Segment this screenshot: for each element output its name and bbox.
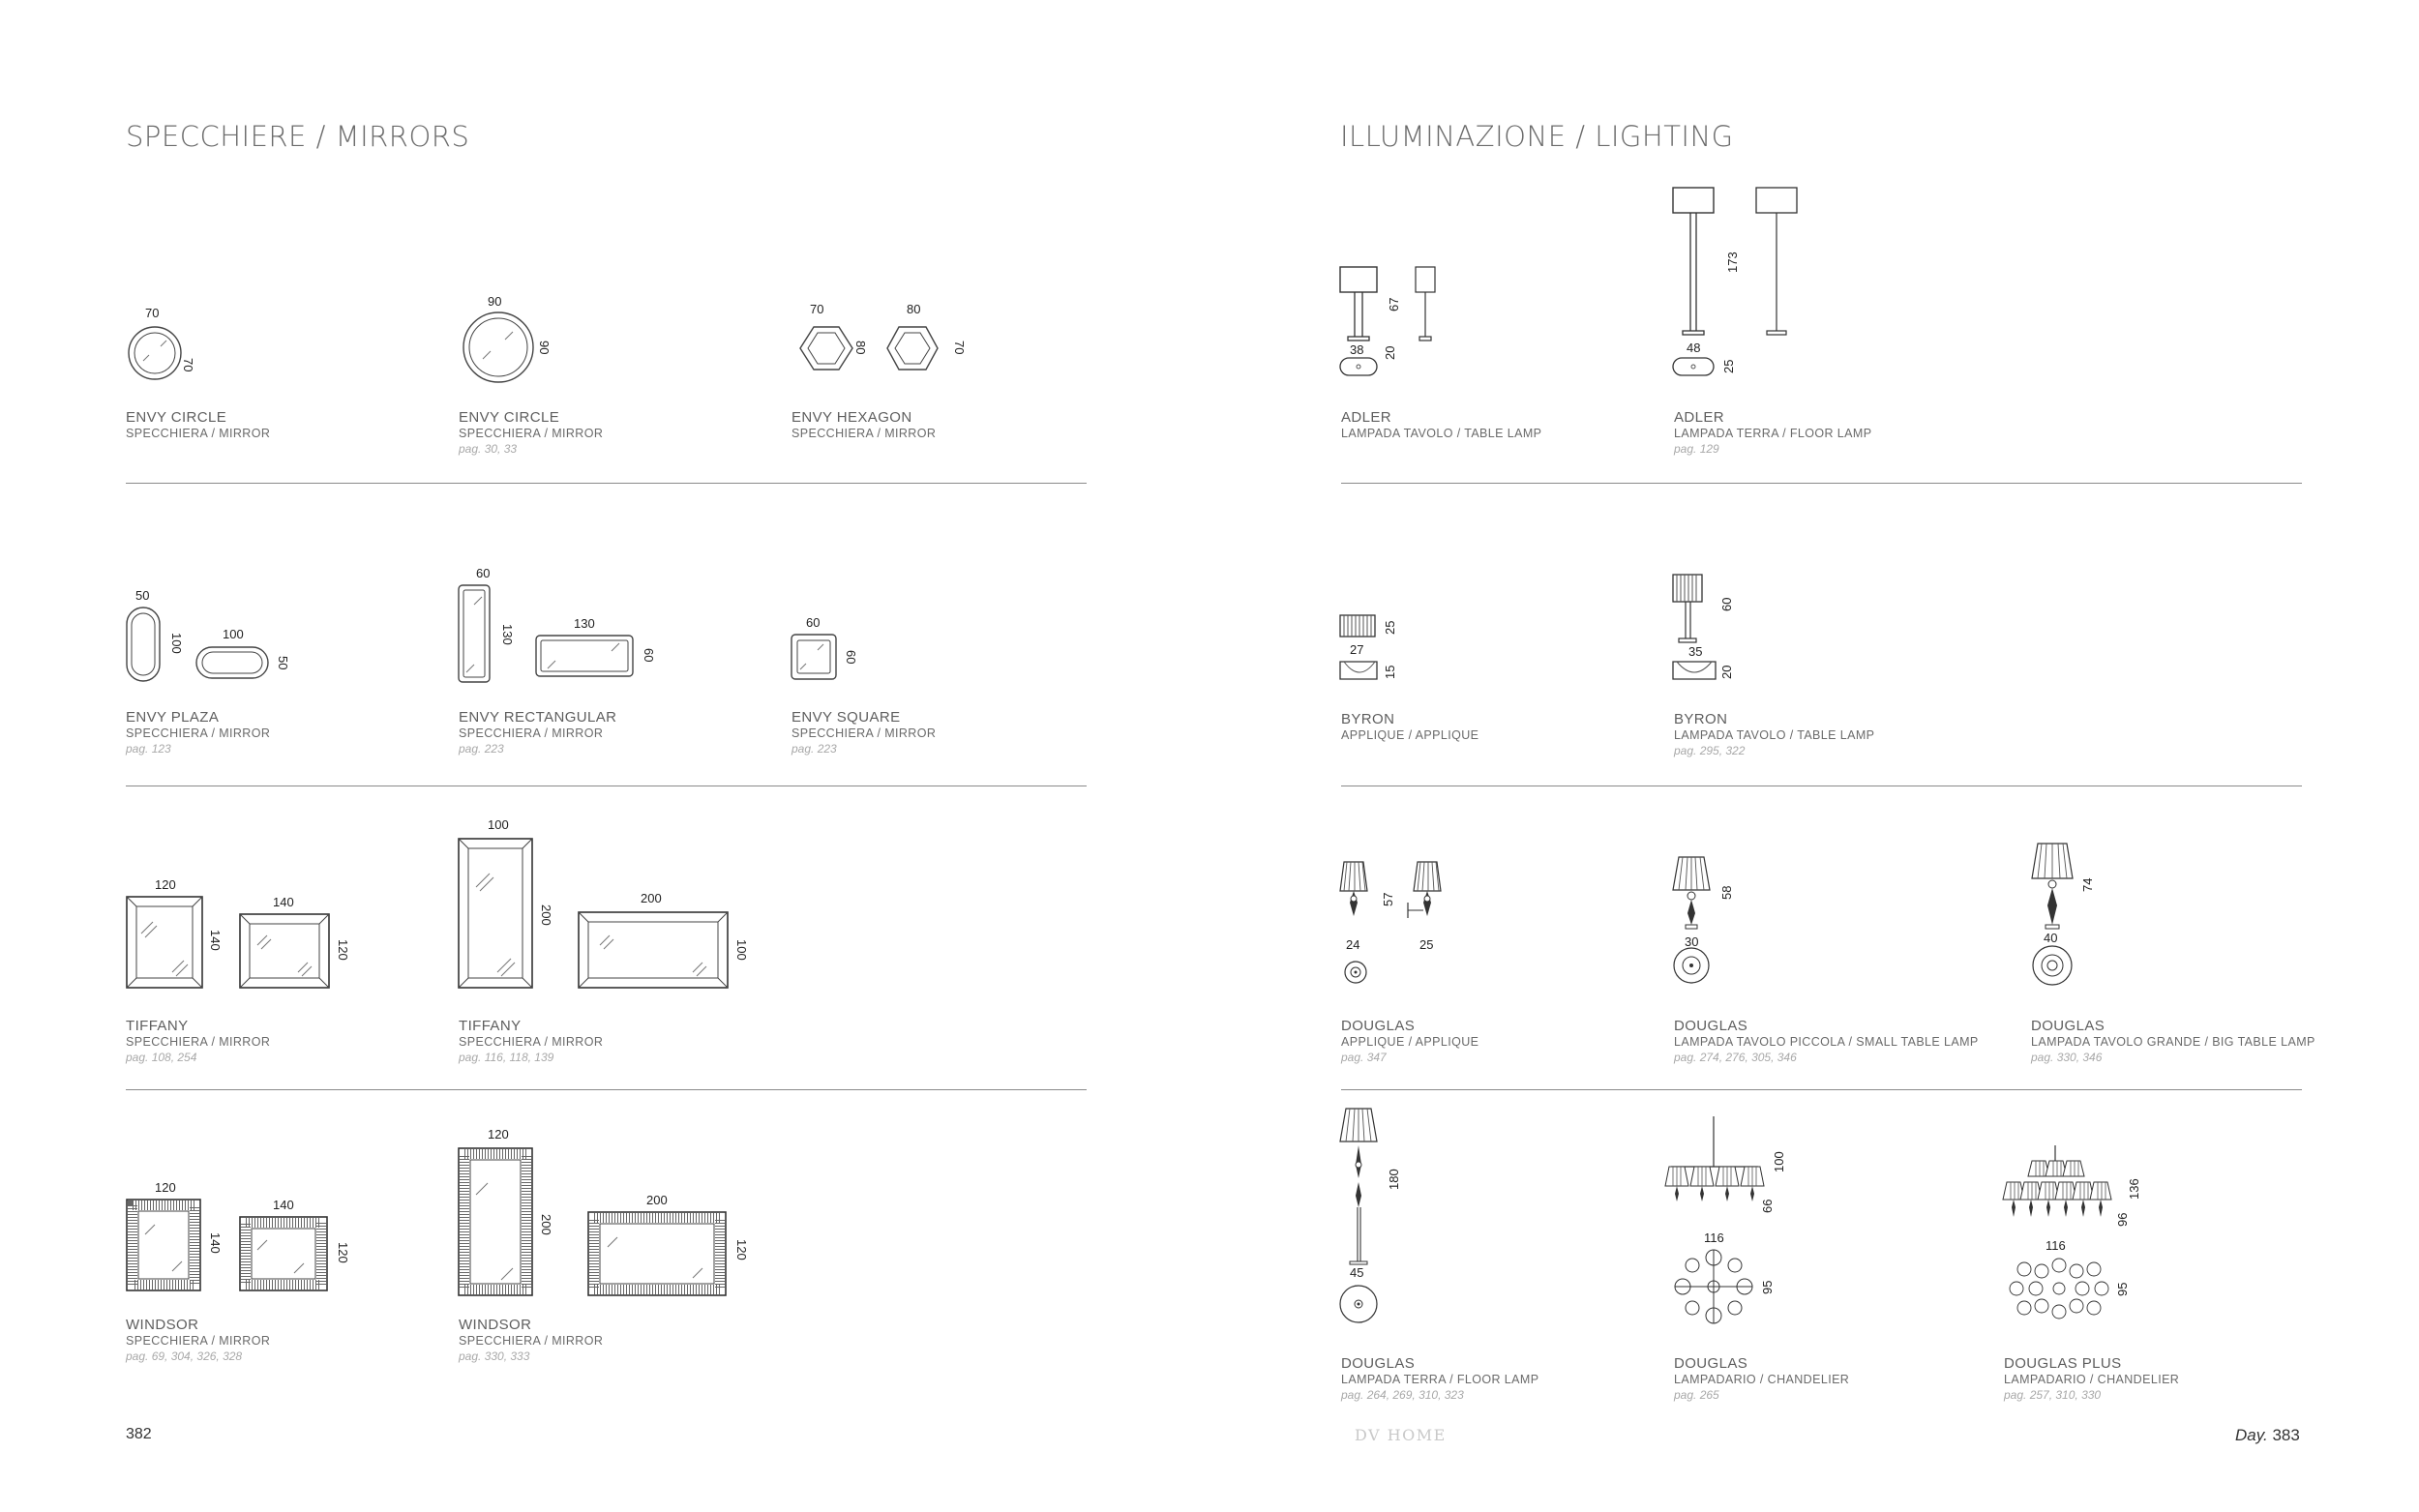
- byron-table-lamp-drawing: [1671, 571, 1768, 689]
- douglas-big-table-lamp-drawing: [2028, 838, 2125, 993]
- douglas-chandelier-drawing: [1661, 1112, 1807, 1330]
- dim-height: 120: [336, 939, 350, 961]
- item-pages: pag. 264, 269, 310, 323: [1341, 1388, 1464, 1402]
- item-envy-circle-2[interactable]: [459, 409, 788, 458]
- item-desc: SPECCHIERA / MIRROR: [459, 726, 604, 740]
- dim-width: 90: [488, 294, 502, 309]
- envy-circle-large-drawing: [457, 292, 563, 389]
- item-name: ENVY SQUARE: [791, 709, 901, 726]
- dim-height: 120: [336, 1242, 350, 1263]
- dim-width: 120: [488, 1127, 509, 1141]
- item-name: ENVY CIRCLE: [126, 409, 227, 426]
- dim-height: 25: [1383, 620, 1397, 635]
- item-name: ENVY HEXAGON: [791, 409, 912, 426]
- adler-floor-lamp-drawing: [1671, 184, 1836, 383]
- dim-height-total: 136: [2127, 1178, 2141, 1200]
- page-number-right: [2235, 1426, 2300, 1445]
- item-pages: pag. 347: [1341, 1051, 1387, 1064]
- item-name: ADLER: [1341, 409, 1392, 426]
- mirrors-section-title: SPECCHIERE / MIRRORS: [126, 120, 470, 153]
- dim-height: 100: [734, 939, 749, 961]
- row-divider: [126, 1089, 1087, 1090]
- byron-applique-drawing: [1338, 611, 1416, 689]
- item-tiffany-1[interactable]: [126, 1018, 455, 1066]
- item-pages: pag. 116, 118, 139: [459, 1051, 554, 1064]
- item-desc: SPECCHIERA / MIRROR: [459, 427, 604, 440]
- item-pages: pag. 274, 276, 305, 346: [1674, 1051, 1797, 1064]
- tiffany-small-drawing: [124, 875, 356, 992]
- item-name: WINDSOR: [459, 1317, 532, 1333]
- item-envy-circle-1[interactable]: [126, 409, 455, 441]
- item-douglas-floor[interactable]: [1341, 1355, 1670, 1404]
- dim-width: 70: [145, 306, 160, 320]
- dim-height: 100: [169, 633, 184, 654]
- item-desc: LAMPADA TAVOLO GRANDE / BIG TABLE LAMP: [2031, 1035, 2315, 1049]
- dim-width: 24: [1346, 937, 1360, 952]
- item-name: DOUGLAS: [2031, 1018, 2105, 1034]
- dim-diameter: 95: [2115, 1282, 2130, 1296]
- dim-width: 35: [1688, 644, 1703, 659]
- tiffany-large-drawing: [455, 817, 764, 992]
- item-name: DOUGLAS: [1341, 1018, 1416, 1034]
- dim-height-body: 96: [2115, 1212, 2130, 1227]
- dim-height: 173: [1725, 252, 1740, 273]
- lighting-section-title: ILLUMINAZIONE / LIGHTING: [1340, 120, 1734, 153]
- dim-depth: 25: [1721, 359, 1736, 373]
- dim-width: 130: [574, 616, 595, 631]
- item-name: DOUGLAS: [1674, 1355, 1748, 1372]
- item-envy-square[interactable]: [791, 709, 1120, 757]
- dim-height: 58: [1719, 885, 1734, 900]
- dim-height: 80: [853, 341, 868, 355]
- envy-plaza-drawing: [124, 586, 308, 693]
- row-divider: [1341, 483, 2302, 484]
- day-prefix: Day.: [2235, 1426, 2268, 1444]
- dim-width: 200: [641, 891, 662, 905]
- item-pages: pag. 123: [126, 742, 171, 756]
- dim-width: 60: [476, 566, 491, 580]
- dim-width: 120: [155, 877, 176, 892]
- item-pages: pag. 30, 33: [459, 442, 518, 456]
- dim-height: 50: [276, 656, 290, 670]
- item-byron-applique[interactable]: [1341, 711, 1670, 743]
- dim-height: 74: [2080, 877, 2095, 892]
- item-adler-floor[interactable]: [1674, 409, 2003, 458]
- dim-width: 80: [907, 302, 921, 316]
- item-desc: LAMPADA TAVOLO PICCOLA / SMALL TABLE LAMP: [1674, 1035, 1979, 1049]
- item-pages: pag. 265: [1674, 1388, 1719, 1402]
- dim-width: 116: [2046, 1238, 2066, 1253]
- item-desc: SPECCHIERA / MIRROR: [126, 726, 271, 740]
- dim-height: 70: [181, 358, 195, 372]
- item-envy-hexagon[interactable]: [791, 409, 1120, 441]
- item-desc: APPLIQUE / APPLIQUE: [1341, 728, 1479, 742]
- item-name: DOUGLAS: [1341, 1355, 1416, 1372]
- item-desc: SPECCHIERA / MIRROR: [459, 1334, 604, 1348]
- item-desc: SPECCHIERA / MIRROR: [126, 1035, 271, 1049]
- dim-height: 200: [539, 1214, 553, 1235]
- dim-height: 70: [952, 341, 967, 355]
- dim-height-body: 66: [1760, 1199, 1775, 1213]
- item-name: DOUGLAS PLUS: [2004, 1355, 2122, 1372]
- item-windsor-1[interactable]: [126, 1317, 455, 1365]
- envy-rectangular-drawing: [455, 566, 668, 692]
- dim-height: 60: [642, 648, 656, 663]
- item-pages: pag. 330, 333: [459, 1349, 530, 1363]
- brand-logo: DV HOME: [1355, 1426, 1447, 1444]
- item-desc: LAMPADA TERRA / FLOOR LAMP: [1341, 1373, 1539, 1386]
- item-name: TIFFANY: [126, 1018, 189, 1034]
- douglas-small-table-lamp-drawing: [1671, 851, 1768, 992]
- item-pages: pag. 223: [791, 742, 837, 756]
- dim-depth: 15: [1383, 665, 1397, 679]
- item-name: TIFFANY: [459, 1018, 522, 1034]
- item-byron-table[interactable]: [1674, 711, 2003, 759]
- windsor-small-drawing: [124, 1178, 356, 1294]
- dim-height: 130: [500, 624, 515, 645]
- dim-height: 200: [539, 904, 553, 926]
- item-windsor-2[interactable]: [459, 1317, 788, 1365]
- item-douglas-small-table[interactable]: [1674, 1018, 2003, 1066]
- windsor-large-drawing: [455, 1127, 764, 1301]
- dim-height: 57: [1381, 892, 1395, 906]
- item-name: ENVY PLAZA: [126, 709, 220, 726]
- dim-width: 116: [1704, 1230, 1724, 1245]
- item-pages: pag. 69, 304, 326, 328: [126, 1349, 243, 1363]
- item-pages: pag. 108, 254: [126, 1051, 197, 1064]
- dim-width: 140: [273, 1198, 294, 1212]
- item-douglas-applique[interactable]: [1341, 1018, 1670, 1066]
- item-pages: pag. 257, 310, 330: [2004, 1388, 2102, 1402]
- dim-width: 27: [1350, 642, 1364, 657]
- item-desc: SPECCHIERA / MIRROR: [791, 726, 937, 740]
- dim-height: 60: [844, 650, 858, 665]
- douglas-applique-drawing: [1338, 856, 1464, 992]
- dim-depth: 25: [1419, 937, 1434, 952]
- day-page: 383: [2272, 1426, 2300, 1444]
- dim-base: 48: [1687, 341, 1701, 355]
- item-envy-plaza[interactable]: [126, 709, 455, 757]
- item-desc: APPLIQUE / APPLIQUE: [1341, 1035, 1479, 1049]
- item-desc: LAMPADA TAVOLO / TABLE LAMP: [1674, 728, 1875, 742]
- item-desc: LAMPADA TAVOLO / TABLE LAMP: [1341, 427, 1542, 440]
- envy-hexagon-drawing: [789, 298, 982, 385]
- item-adler-table[interactable]: [1341, 409, 1670, 441]
- item-desc: LAMPADA TERRA / FLOOR LAMP: [1674, 427, 1872, 440]
- adler-table-lamp-drawing: [1338, 261, 1474, 383]
- item-desc: SPECCHIERA / MIRROR: [126, 427, 271, 440]
- item-douglas-plus-chandelier[interactable]: [2004, 1355, 2333, 1404]
- dim-width: 100: [488, 817, 509, 832]
- envy-circle-small-drawing: [124, 306, 195, 380]
- douglas-floor-lamp-drawing: [1338, 1105, 1435, 1329]
- item-douglas-big-table[interactable]: [2031, 1018, 2360, 1066]
- item-pages: pag. 330, 346: [2031, 1051, 2103, 1064]
- dim-width: 40: [2044, 931, 2058, 945]
- dim-width: 30: [1685, 934, 1699, 949]
- item-name: DOUGLAS: [1674, 1018, 1748, 1034]
- dim-height: 120: [734, 1239, 749, 1260]
- item-name: ENVY CIRCLE: [459, 409, 560, 426]
- dim-diameter: 95: [1760, 1280, 1775, 1294]
- item-name: ENVY RECTANGULAR: [459, 709, 617, 726]
- dim-width: 100: [223, 627, 244, 641]
- item-name: WINDSOR: [126, 1317, 199, 1333]
- item-pages: pag. 129: [1674, 442, 1719, 456]
- dim-width: 140: [273, 895, 294, 909]
- item-envy-rectangular[interactable]: [459, 709, 788, 757]
- item-desc: SPECCHIERA / MIRROR: [791, 427, 937, 440]
- dim-depth: 20: [1719, 665, 1734, 679]
- item-pages: pag. 295, 322: [1674, 744, 1746, 757]
- item-pages: pag. 223: [459, 742, 504, 756]
- dim-height: 90: [537, 341, 552, 355]
- item-tiffany-2[interactable]: [459, 1018, 788, 1066]
- dim-width: 120: [155, 1180, 176, 1195]
- item-desc: LAMPADARIO / CHANDELIER: [1674, 1373, 1850, 1386]
- row-divider: [1341, 1089, 2302, 1090]
- dim-height: 60: [1719, 597, 1734, 611]
- dim-base: 38: [1350, 342, 1364, 357]
- dim-height: 140: [208, 1232, 223, 1254]
- row-divider: [126, 483, 1087, 484]
- dim-width: 60: [806, 615, 821, 630]
- item-name: BYRON: [1341, 711, 1395, 727]
- dim-width: 70: [810, 302, 824, 316]
- envy-square-drawing: [789, 615, 866, 693]
- dim-width: 45: [1350, 1265, 1364, 1280]
- dim-depth: 20: [1383, 345, 1397, 360]
- dim-width: 50: [135, 588, 150, 603]
- dim-height: 180: [1387, 1169, 1401, 1190]
- item-douglas-chandelier[interactable]: [1674, 1355, 2003, 1404]
- item-desc: SPECCHIERA / MIRROR: [126, 1334, 271, 1348]
- douglas-plus-chandelier-drawing: [2001, 1141, 2146, 1335]
- dim-height: 67: [1387, 297, 1401, 311]
- dim-height-total: 100: [1772, 1151, 1786, 1172]
- dim-height: 140: [208, 930, 223, 951]
- item-desc: LAMPADARIO / CHANDELIER: [2004, 1373, 2180, 1386]
- item-name: BYRON: [1674, 711, 1728, 727]
- item-name: ADLER: [1674, 409, 1725, 426]
- item-desc: SPECCHIERA / MIRROR: [459, 1035, 604, 1049]
- dim-width: 200: [646, 1193, 668, 1207]
- page-number-left: 382: [126, 1426, 152, 1442]
